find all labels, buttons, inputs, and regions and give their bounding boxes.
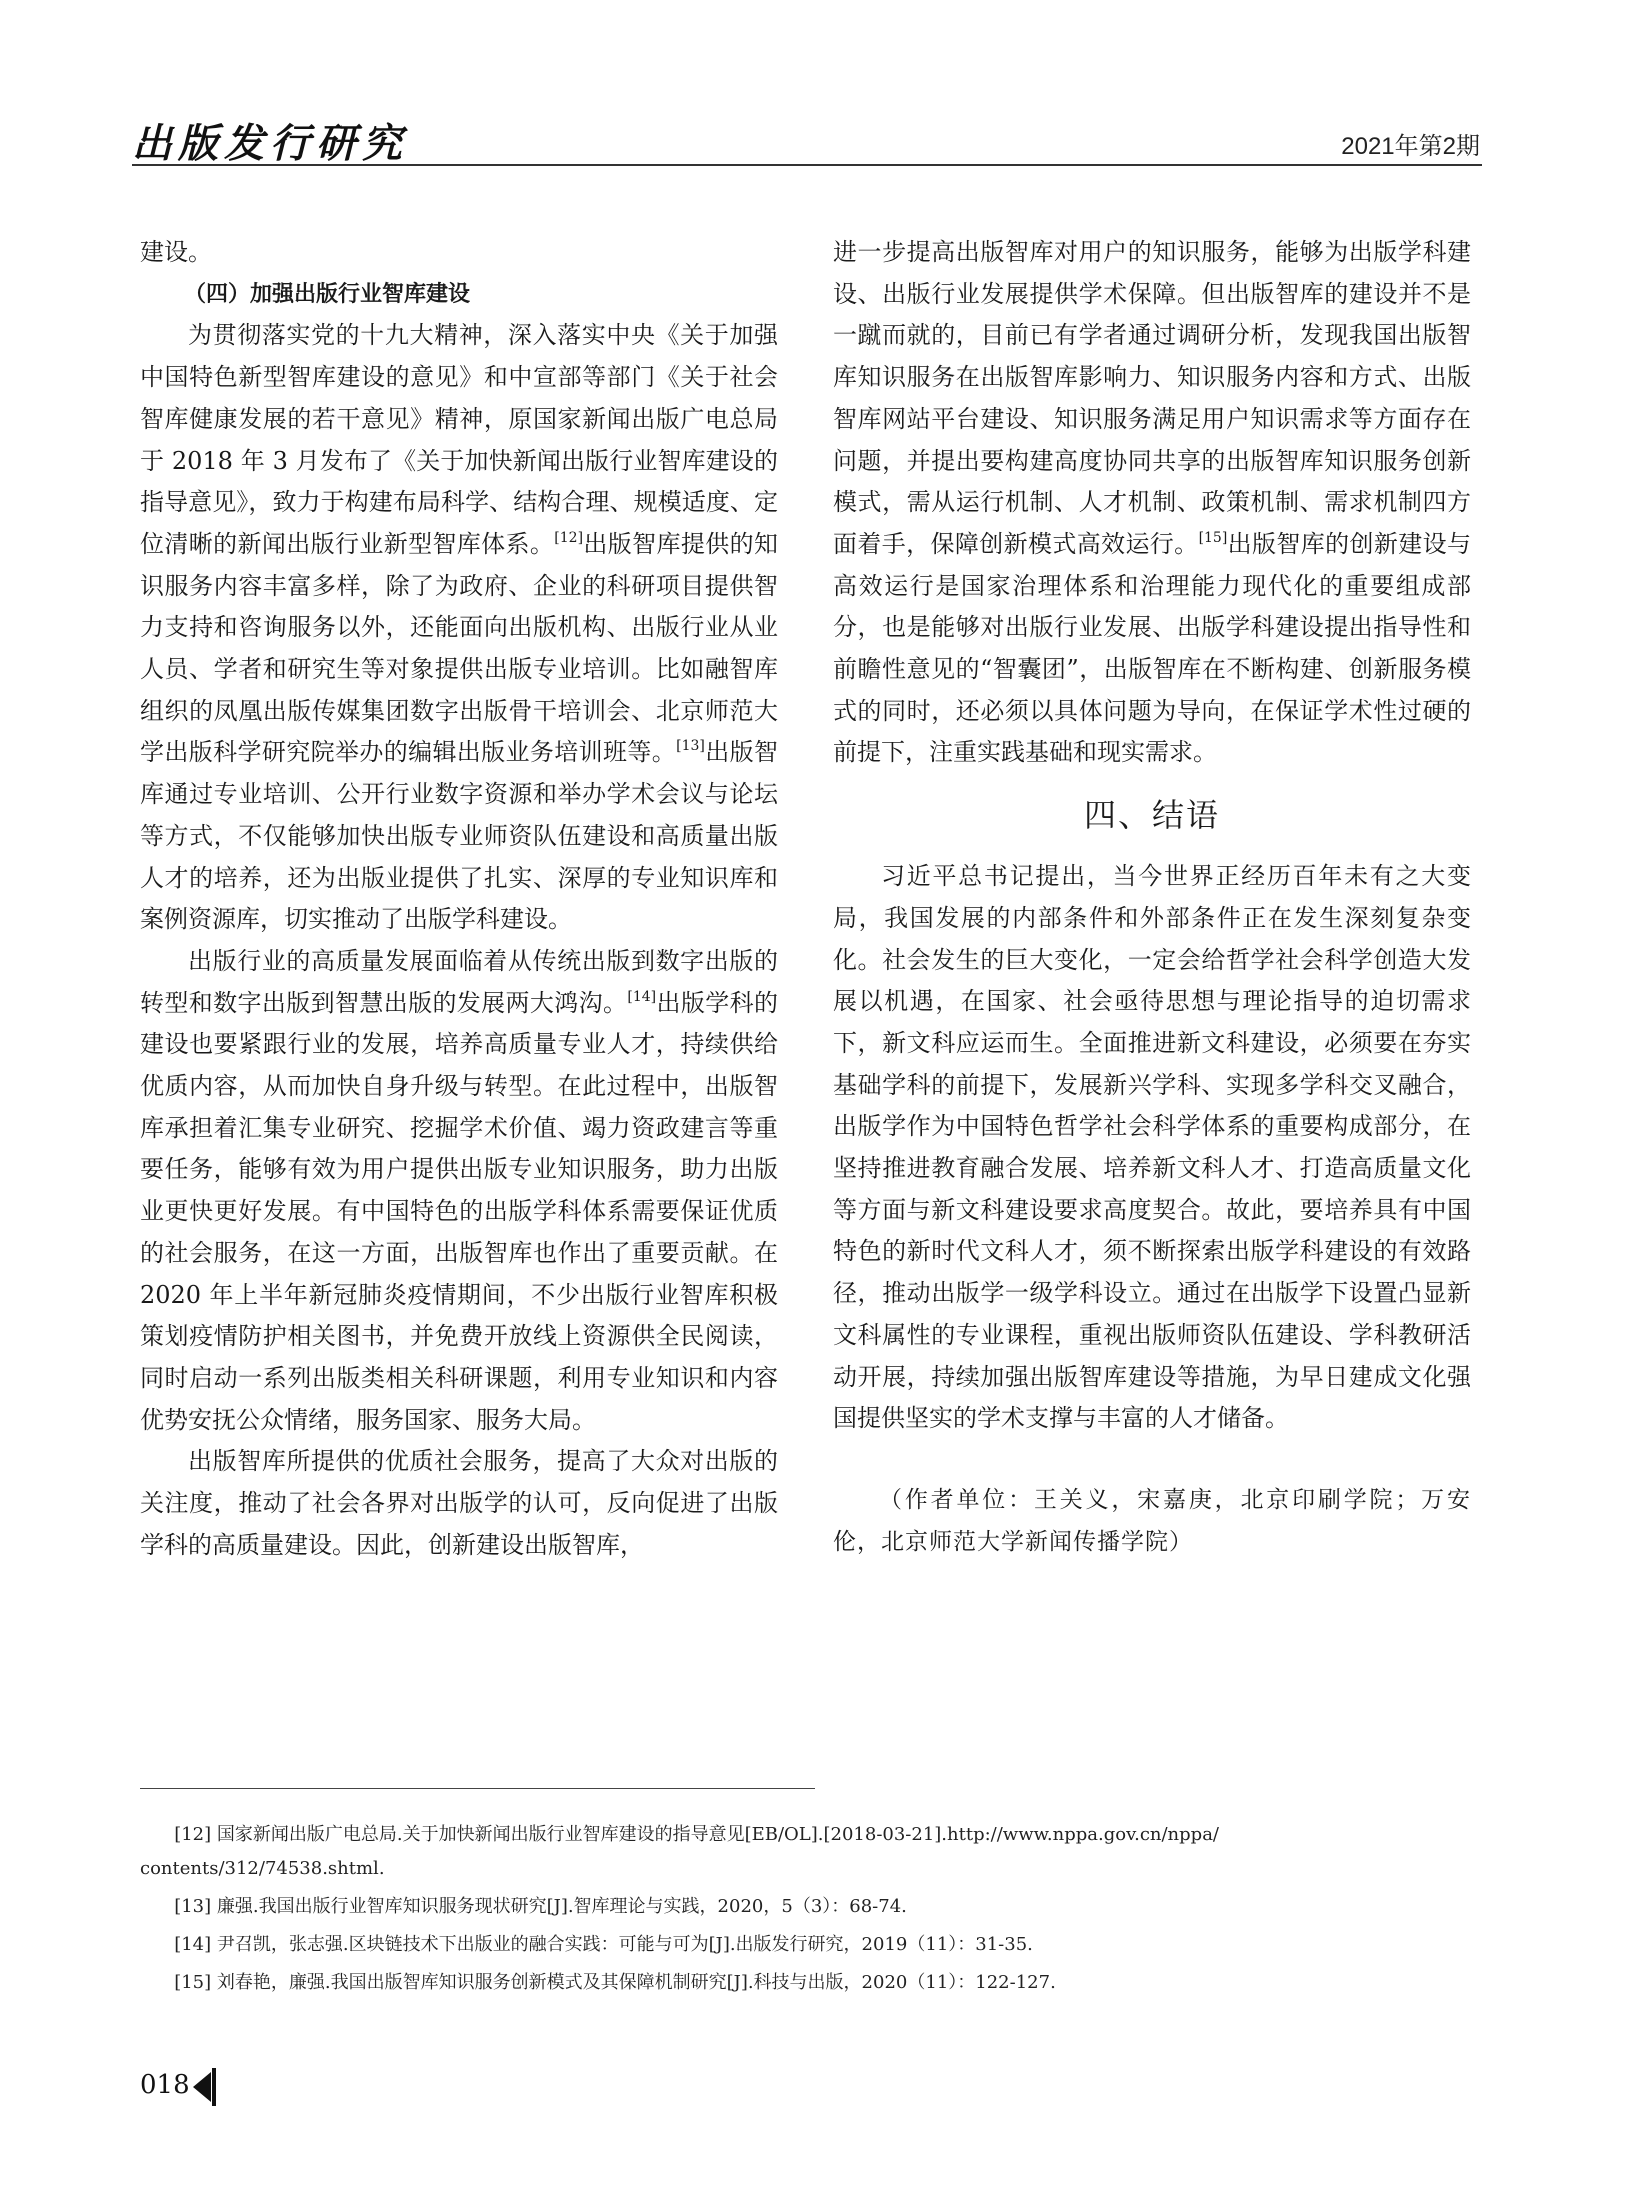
paragraph [833, 232, 1471, 774]
footnote-12: [12] 国家新闻出版广电总局.关于加快新闻出版行业智库建设的指导意见[EB/OL].[2018-03-21].http://www.nppa.gov.cn/nppa/ [174, 1824, 1219, 1845]
citation-ref: [12] [554, 529, 584, 546]
footnote-12-continued: contents/312/74538.shtml. [140, 1858, 385, 1879]
page-arrow-icon [193, 2072, 211, 2102]
subsection-heading: （四）加强出版行业智库建设 [184, 281, 471, 307]
footnotes [140, 1816, 1482, 2002]
footnote-15: [15] 刘春艳，廉强.我国出版智库知识服务创新模式及其保障机制研究[J].科技与出版，2020（11）：122-127. [174, 1972, 1056, 1993]
text-run: 出版智库提供的知识服务内容丰富多样，除了为政府、企业的科研项目提供智力支持和咨询服务以外，还能面向出版机构、出版行业从业人员、学者和研究生等对象提供出版专业培训。比如融智库组织的凤凰出版传媒集团数字出版骨干培训会、北京师范大学出版科学研究院举办的编辑出版业务培训班等。 [140, 529, 779, 767]
paragraph: 习近平总书记提出，当今世界正经历百年未有之大变局，我国发展的内部条件和外部条件正在发生深刻复杂变化。社会发生的巨大变化，一定会给哲学社会科学创造大发展以机遇，在国家、社会亟待思想与理论指导的迫切需求下，新文科应运而生。全面推进新文科建设，必须要在夯实基础学科的前提下，发展新兴学科、实现多学科交叉融合，出版学作为中国特色哲学社会科学体系的重要构成部分，在坚持推进教育融合发展、培养新文科人才、打造高质量文化等方面与新文科建设要求高度契合。故此，要培养具有中国特色的新时代文科人才，须不断探索出版学科建设的有效路径，推动出版学一级学科设立。通过在出版学下设置凸显新文科属性的专业课程，重视出版师资队伍建设、学科教研活动开展，持续加强出版智库建设等措施，为早日建成文化强国提供坚实的学术支撑与丰富的人才储备。 [833, 862, 1471, 1433]
header-divider [132, 164, 1482, 166]
page-bar [212, 2068, 216, 2106]
footnote-divider [140, 1788, 815, 1789]
author-affiliation: （作者单位：王关义，宋嘉庚，北京印刷学院；万安伦，北京师范大学新闻传播学院） [833, 1486, 1471, 1555]
right-column [833, 232, 1471, 1563]
issue-number: 2021年第2期 [1341, 133, 1480, 160]
paragraph [140, 315, 778, 941]
footnote-13: [13] 廉强.我国出版行业智库知识服务现状研究[J].智库理论与实践，2020，5（3）：68-74. [174, 1896, 907, 1917]
footnote-14: [14] 尹召凯，张志强.区块链技术下出版业的融合实践：可能与可为[J].出版发行研究，2019（11）：31-35. [174, 1934, 1033, 1955]
paragraph: 建设。 [140, 238, 212, 266]
text-run: 进一步提高出版智库对用户的知识服务，能够为出版学科建设、出版行业发展提供学术保障。但出版智库的建设并不是一蹴而就的，目前已有学者通过调研分析，发现我国出版智库知识服务在出版智库影响力、知识服务内容和方式、出版智库网站平台建设、知识服务满足用户知识需求等方面存在问题，并提出要构建高度协同共享的出版智库知识服务创新模式，需从运行机制、人才机制、政策机制、需求机制四方面着手，保障创新模式高效运行。 [833, 238, 1471, 558]
paragraph: 出版智库所提供的优质社会服务，提高了大众对出版的关注度，推动了社会各界对出版学的认可，反向促进了出版学科的高质量建设。因此，创新建设出版智库， [140, 1447, 778, 1559]
text-run: 出版行业的高质量发展面临着从传统出版到数字出版的转型和数字出版到智慧出版的发展两大鸿沟。 [140, 946, 778, 1017]
journal-title: 出版发行研究 [132, 120, 408, 167]
text-run: 出版智库通过专业培训、公开行业数字资源和举办学术会议与论坛等方式，不仅能够加快出版专业师资队伍建设和高质量出版人才的培养，还为出版业提供了扎实、深厚的专业知识库和案例资源库，切实推动了出版学科建设。 [140, 738, 779, 934]
text-run: 出版学科的建设也要紧跟行业的发展，培养高质量专业人才，持续供给优质内容，从而加快自身升级与转型。在此过程中，出版智库承担着汇集专业研究、挖掘学术价值、竭力资政建言等重要任务，能够有效为用户提供出版专业知识服务，助力出版业更快更好发展。有中国特色的出版学科体系需要保证优质的社会服务，在这一方面，出版智库也作出了重要贡献。在 2020 年上半年新冠肺炎疫情期间，不少出版行业智库积极策划疫情防护相关图书，并免费开放线上资源供全民阅读，同时启动一系列出版类相关科研课题，利用专业知识和内容优势安抚公众情绪，服务国家、服务大局。 [140, 988, 779, 1434]
page-number: 018 [140, 2070, 190, 2100]
text-run: 为贯彻落实党的十九大精神，深入落实中央《关于加强中国特色新型智库建设的意见》和中宣部等部门《关于社会智库健康发展的若干意见》精神，原国家新闻出版广电总局于 2018 年 3 月发布了《关于加快新闻出版行业智库建设的指导意见》，致力于构建布局科学、结构合理、规模适度、定位清晰的新闻出版行业新型智库体系。 [140, 321, 778, 558]
left-column [140, 232, 778, 1567]
citation-ref: [15] [1198, 529, 1228, 546]
section-title: 四、结语 [1083, 796, 1220, 835]
citation-ref: [13] [676, 738, 705, 755]
paragraph [140, 941, 778, 1441]
text-run: 出版智库的创新建设与高效运行是国家治理体系和治理能力现代化的重要组成部分，也是能够对出版行业发展、出版学科建设提出指导性和前瞻性意见的“智囊团”，出版智库在不断构建、创新服务模式的同时，还必须以具体问题为导向，在保证学术性过硬的前提下，注重实践基础和现实需求。 [833, 529, 1472, 767]
citation-ref: [14] [627, 988, 657, 1005]
